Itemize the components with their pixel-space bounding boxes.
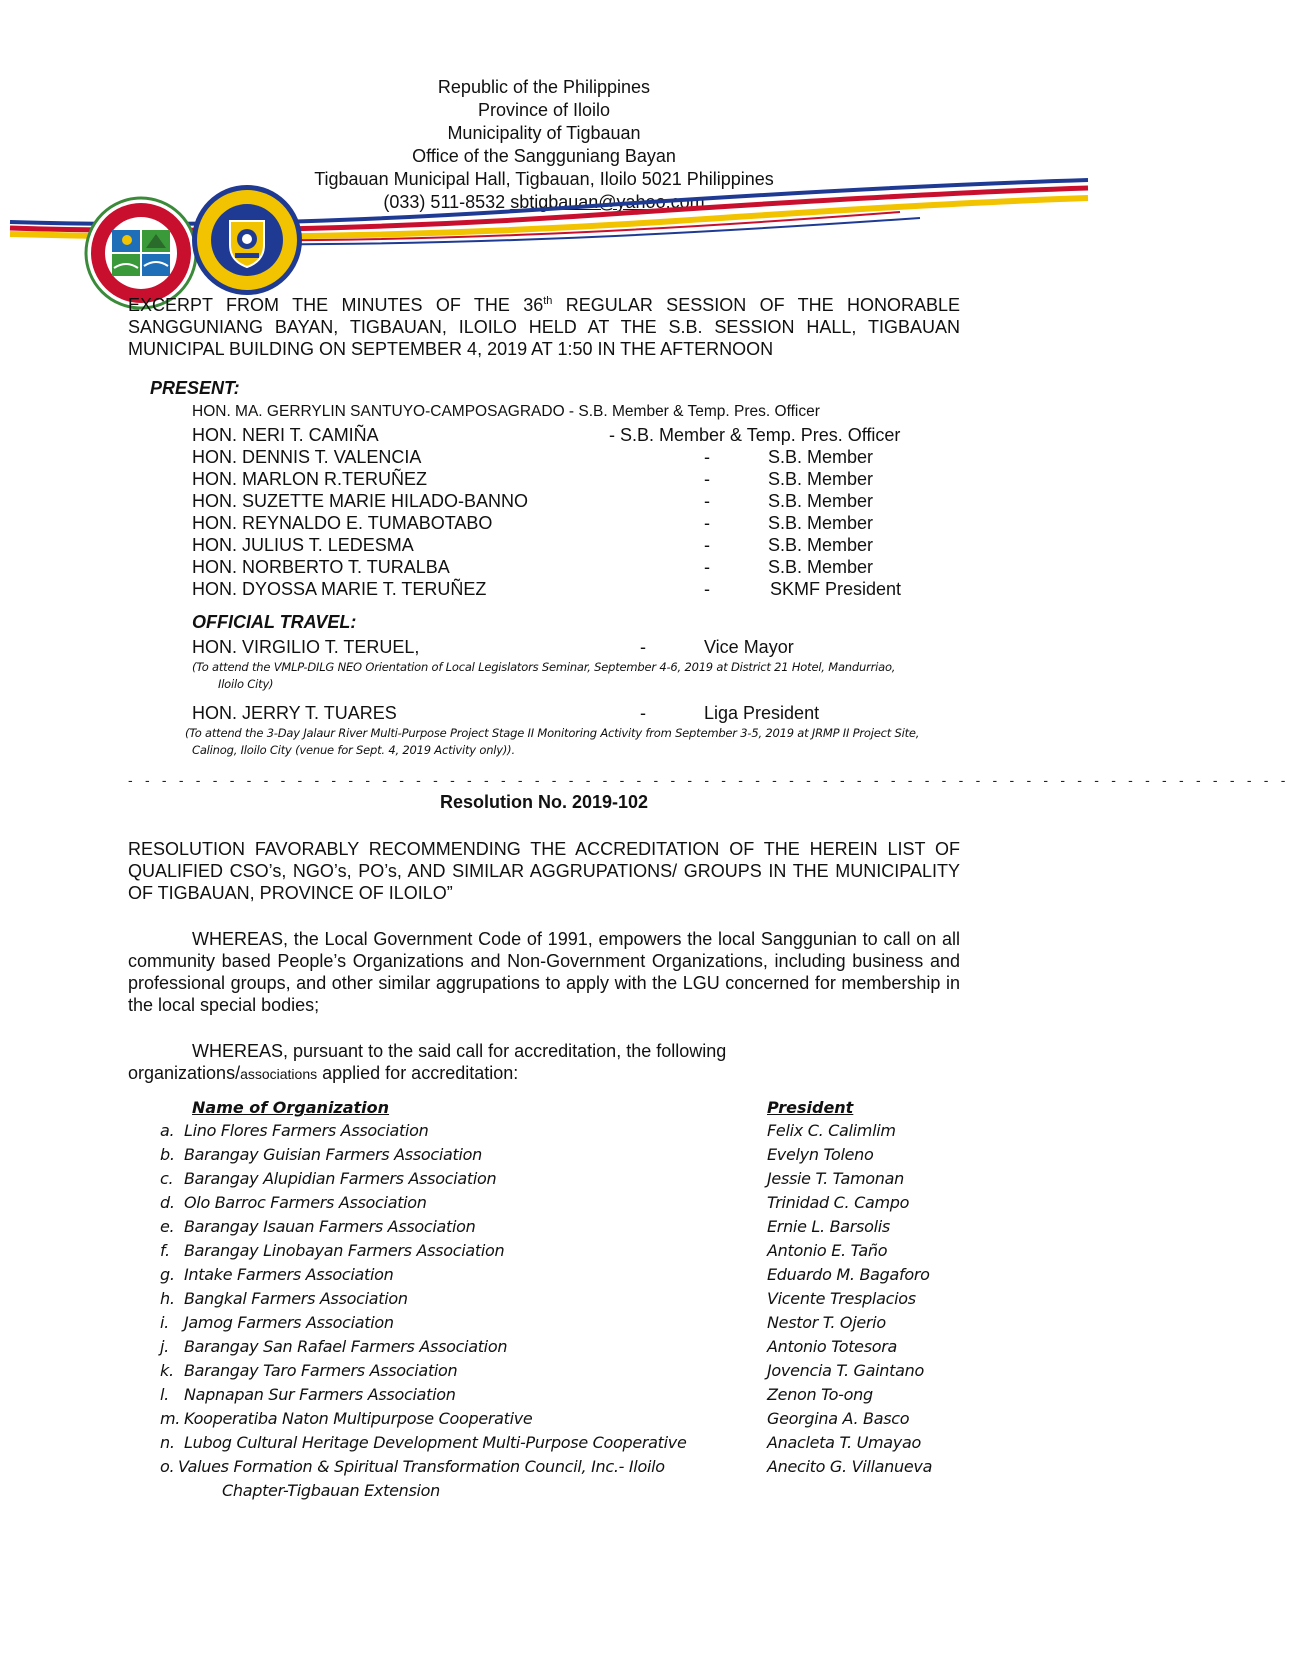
- organization-name: Lino Flores Farmers Association: [184, 1121, 429, 1140]
- president-name: Anecito G. Villanueva: [767, 1457, 933, 1476]
- minutes-excerpt-heading: [128, 290, 960, 360]
- row-letter: b.: [160, 1145, 175, 1164]
- member-name: HON. REYNALDO E. TUMABOTABO: [192, 513, 493, 533]
- organization-name: Olo Barroc Farmers Association: [184, 1193, 427, 1212]
- member-dash: -: [704, 469, 710, 489]
- row-letter: l.: [160, 1385, 169, 1404]
- table-row: [160, 1145, 960, 1169]
- present-member-row: [192, 556, 952, 578]
- member-name: HON. DENNIS T. VALENCIA: [192, 447, 422, 467]
- organization-name: Barangay Taro Farmers Association: [184, 1361, 458, 1380]
- organization-name: Intake Farmers Association: [184, 1265, 394, 1284]
- travel-note-line: (To attend the 3-Day Jalaur River Multi-Purpose Project Stage II Monitoring Activity from September 3-5, 2019 at JRMP II Project Site,: [185, 726, 920, 740]
- email-link[interactable]: sbtigbauan@yahoo.com: [510, 192, 705, 212]
- organization-name: Values Formation & Spiritual Transformation Council, Inc.- Iloilo: [178, 1457, 665, 1476]
- travel-note: [192, 659, 972, 693]
- organization-name: Barangay Isauan Farmers Association: [184, 1217, 476, 1236]
- present-member-row: [192, 578, 952, 600]
- table-row: [160, 1457, 960, 1481]
- column-header-president: President: [767, 1098, 854, 1117]
- travel-entry-row: [192, 636, 952, 658]
- phone-number: (033) 511-8532: [383, 192, 506, 212]
- organization-name: Bangkal Farmers Association: [184, 1289, 408, 1308]
- table-row: [160, 1409, 960, 1433]
- official-travel-heading: OFFICIAL TRAVEL:: [192, 612, 357, 632]
- member-position: S.B. Member: [768, 469, 874, 489]
- member-name: HON. MARLON R.TERUÑEZ: [192, 469, 428, 489]
- table-row: [160, 1193, 960, 1217]
- member-name: HON. NORBERTO T. TURALBA: [192, 557, 450, 577]
- table-row: [160, 1337, 960, 1361]
- row-letter: i.: [160, 1313, 169, 1332]
- letterhead-line-3: Municipality of Tigbauan: [447, 123, 641, 143]
- travel-note-line: (To attend the VMLP-DILG NEO Orientation of Local Legislators Seminar, September 4-6, 2019 at District 21 Hotel, Mandurriao,: [192, 660, 896, 674]
- travel-note-line: Calinog, Iloilo City (venue for Sept. 4, 2019 Activity only)).: [192, 743, 515, 757]
- travel-dash: -: [640, 703, 646, 723]
- letterhead-line-1: Republic of the Philippines: [437, 77, 651, 97]
- present-member-row: [192, 468, 952, 490]
- member-dash: -: [704, 491, 710, 511]
- whereas-2-part: organizations/: [128, 1063, 241, 1083]
- table-row-continuation: [160, 1481, 960, 1505]
- organization-name: Barangay Guisian Farmers Association: [184, 1145, 482, 1164]
- organization-name-continued: Chapter-Tigbauan Extension: [222, 1481, 440, 1500]
- organization-name: Jamog Farmers Association: [184, 1313, 394, 1332]
- travel-name: HON. VIRGILIO T. TERUEL,: [192, 637, 420, 657]
- member-position: S.B. Member: [768, 513, 874, 533]
- table-row: [160, 1217, 960, 1241]
- travel-note: [185, 725, 975, 759]
- president-name: Antonio E. Taño: [767, 1241, 888, 1260]
- member-dash: -: [704, 557, 710, 577]
- letterhead-line-2: Province of Iloilo: [477, 100, 611, 120]
- row-letter: n.: [160, 1433, 175, 1452]
- row-letter: j.: [160, 1337, 169, 1356]
- member-dash: -: [704, 447, 710, 467]
- letterhead-line-4: Office of the Sangguniang Bayan: [412, 146, 676, 166]
- table-row: [160, 1313, 960, 1337]
- table-row: [160, 1241, 960, 1265]
- travel-position: Vice Mayor: [704, 637, 794, 657]
- row-letter: e.: [160, 1217, 175, 1236]
- president-name: Trinidad C. Campo: [767, 1193, 910, 1212]
- whereas-2-part: applied for accreditation:: [317, 1063, 519, 1083]
- member-dash: -: [704, 579, 710, 599]
- present-heading: PRESENT:: [150, 378, 240, 398]
- present-member-row: [192, 534, 952, 556]
- travel-name: HON. JERRY T. TUARES: [192, 703, 397, 723]
- whereas-paragraph-2: [128, 1040, 960, 1085]
- resolution-title: RESOLUTION FAVORABLY RECOMMENDING THE ACCREDITATION OF THE HEREIN LIST OF QUALIFIED CSO’s, NGO’s, PO’s, AND SIMILAR AGGRUPATIONS/ GROUPS IN THE MUNICIPALITY OF TIGBAUAN, PROVINCE OF ILOILO”: [128, 839, 960, 903]
- organization-name: Barangay San Rafael Farmers Association: [184, 1337, 508, 1356]
- member-name: HON. JULIUS T. LEDESMA: [192, 535, 414, 555]
- column-header-organization: Name of Organization: [192, 1098, 390, 1117]
- present-first-member: HON. MA. GERRYLIN SANTUYO-CAMPOSAGRADO - S.B. Member & Temp. Pres. Officer: [192, 403, 820, 420]
- organization-name: Barangay Linobayan Farmers Association: [184, 1241, 505, 1260]
- member-position: S.B. Member: [768, 535, 874, 555]
- travel-note-line: Iloilo City): [218, 677, 274, 691]
- president-name: Jovencia T. Gaintano: [767, 1361, 924, 1380]
- present-member-row: [192, 490, 952, 512]
- member-name: HON. DYOSSA MARIE T. TERUÑEZ: [192, 579, 487, 599]
- organization-name: Napnapan Sur Farmers Association: [184, 1385, 456, 1404]
- present-member-row: [192, 446, 952, 468]
- excerpt-text-a: EXCERPT FROM THE MINUTES OF THE 36: [128, 295, 544, 315]
- whereas-2-line: [128, 1062, 960, 1085]
- row-letter: g.: [160, 1265, 175, 1284]
- travel-entry-row: [192, 702, 952, 724]
- president-name: Nestor T. Ojerio: [767, 1313, 886, 1332]
- president-name: Eduardo M. Bagaforo: [767, 1265, 930, 1284]
- president-name: Anacleta T. Umayao: [767, 1433, 921, 1452]
- member-position: - S.B. Member & Temp. Pres. Officer: [609, 425, 901, 445]
- member-dash: -: [704, 513, 710, 533]
- section-divider: - - - - - - - - - - - - - - - - - - - - - - - - - - - - - - - - - - - - - - - - - - - - - - - - - - - - - - - - - - - - - - - - - - - - -: [128, 772, 1290, 788]
- member-position: S.B. Member: [768, 491, 874, 511]
- president-name: Vicente Tresplacios: [767, 1289, 916, 1308]
- letterhead-address: Tigbauan Municipal Hall, Tigbauan, Iloilo 5021 Philippines: [314, 169, 774, 189]
- president-name: Evelyn Toleno: [767, 1145, 874, 1164]
- row-letter: k.: [160, 1361, 174, 1380]
- member-dash: -: [704, 535, 710, 555]
- organization-name: Barangay Alupidian Farmers Association: [184, 1169, 497, 1188]
- present-member-row: [192, 424, 952, 446]
- whereas-2-part: associations: [240, 1066, 318, 1082]
- travel-dash: -: [640, 637, 646, 657]
- member-name: HON. NERI T. CAMIÑA: [192, 425, 379, 445]
- table-row: [160, 1433, 960, 1457]
- table-row: [160, 1385, 960, 1409]
- excerpt-text-b: REGULAR SESSION OF THE HONORABLE SANGGUNIANG BAYAN, TIGBAUAN, ILOILO HELD AT THE S.B. SESSION HALL, TIGBAUAN MUNICIPAL BUILDING ON SEPTEMBER 4, 2019 AT 1:50 IN THE AFTERNOON: [128, 295, 961, 359]
- president-name: Zenon To-ong: [767, 1385, 873, 1404]
- excerpt-sup: th: [543, 295, 553, 307]
- row-letter: m.: [160, 1409, 181, 1428]
- member-position: SKMF President: [770, 579, 902, 599]
- travel-position: Liga President: [704, 703, 820, 723]
- row-letter: c.: [160, 1169, 174, 1188]
- president-name: Felix C. Calimlim: [767, 1121, 896, 1140]
- row-letter: o.: [160, 1457, 175, 1476]
- present-member-row: [192, 512, 952, 534]
- table-row: [160, 1289, 960, 1313]
- sangguniang-bayan-seal-icon: [190, 183, 304, 297]
- president-name: Jessie T. Tamonan: [767, 1169, 904, 1188]
- table-row: [160, 1361, 960, 1385]
- row-letter: h.: [160, 1289, 175, 1308]
- member-position: S.B. Member: [768, 557, 874, 577]
- row-letter: d.: [160, 1193, 175, 1212]
- whereas-paragraph-1: WHEREAS, the Local Government Code of 1991, empowers the local Sanggunian to call on all community based People’s Organizations and Non-Government Organizations, including business and professional groups, and other similar aggrupations to apply with the LGU concerned for membership in the local special bodies;: [128, 929, 960, 1015]
- member-name: HON. SUZETTE MARIE HILADO-BANNO: [192, 491, 529, 511]
- resolution-number: Resolution No. 2019-102: [439, 792, 649, 812]
- table-row: [160, 1121, 960, 1145]
- organization-name: Lubog Cultural Heritage Development Multi-Purpose Cooperative: [184, 1433, 687, 1452]
- row-letter: f.: [160, 1241, 170, 1260]
- member-position: S.B. Member: [768, 447, 874, 467]
- whereas-2-line: WHEREAS, pursuant to the said call for accreditation, the following: [192, 1041, 727, 1061]
- row-letter: a.: [160, 1121, 175, 1140]
- president-name: Ernie L. Barsolis: [767, 1217, 890, 1236]
- president-name: Antonio Totesora: [767, 1337, 898, 1356]
- organization-name: Kooperatiba Naton Multipurpose Cooperative: [184, 1409, 533, 1428]
- president-name: Georgina A. Basco: [767, 1409, 910, 1428]
- table-row: [160, 1265, 960, 1289]
- table-row: [160, 1169, 960, 1193]
